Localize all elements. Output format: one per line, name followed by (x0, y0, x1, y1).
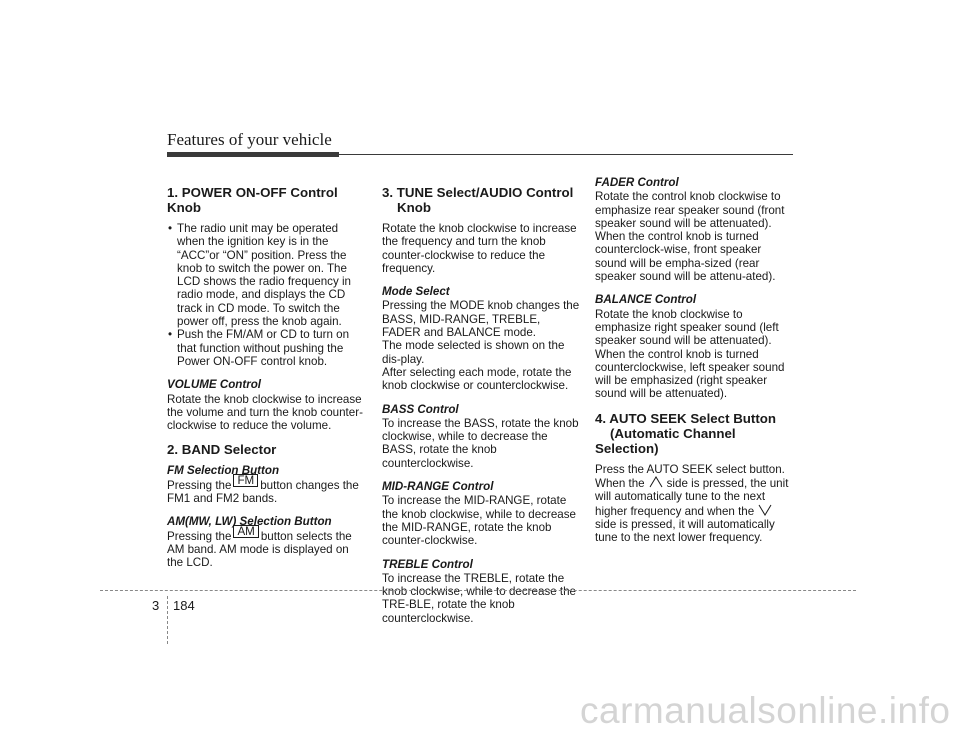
seek-up-icon (649, 476, 663, 488)
am-selection-text: Pressing the AM button selects the AM band. AM mode is displayed on the LCD. (167, 524, 352, 570)
fader-control-title: FADER Control (595, 176, 679, 189)
power-bullet-list (167, 222, 365, 368)
watermark: carmanualsonline.info (580, 690, 951, 731)
mode-select-text-1: Pressing the MODE knob changes the BASS, MID-RANGE, TREBLE, FADER and BALANCE mode. (382, 299, 580, 340)
volume-control-text: Rotate the knob clockwise to increase the volume and turn the knob counter-clockwise to reduce the volume. (167, 392, 363, 433)
column-1 (167, 176, 365, 570)
fm-button-label: FM (233, 474, 258, 487)
section-tune-title: 3. TUNE Select/AUDIO Control Knob (382, 185, 574, 215)
page-number: 184 (173, 598, 195, 613)
mid-range-control-text: To increase the MID-RANGE, rotate the knob clockwise, while to decrease the MID-RANGE, rotate the knob counter-clockwise. (382, 494, 576, 548)
fm-selection-text: Pressing the FM button changes the FM1 and FM2 bands. (167, 473, 359, 506)
header-rule-thin (339, 154, 793, 155)
section-power-title: 1. POWER ON-OFF Control Knob (167, 185, 338, 215)
chapter-number: 3 (152, 598, 160, 613)
balance-control-text: Rotate the knob clockwise to emphasize right speaker sound (left speaker sound will be attenuated). When the control knob is turned counterclockwise, left speaker sound will be emphasized (right speaker sound will be attenuated). (595, 307, 785, 401)
seek-down-icon (758, 504, 772, 516)
list-item: • Push the FM/AM or CD to turn on that function without pushing the Power ON-OFF control knob. (168, 328, 350, 368)
list-item: • The radio unit may be operated when the ignition key is in the “ACC”or “ON” position. Press the knob to switch the power on. The LCD shows the radio frequency in radio mode, and displays the CD track in CD mode. To switch the power off, press the knob again. (168, 222, 351, 329)
treble-control-title: TREBLE Control (382, 557, 473, 571)
auto-seek-text: Press the AUTO SEEK select button. When the side is pressed, the unit will automatically tune to the next higher frequency and when theside is pressed, it will automatically tune to the next lower frequency. (595, 462, 789, 545)
page-header-title: Features of your vehicle (167, 130, 332, 149)
section-band-title: 2. BAND Selector (167, 442, 277, 458)
bass-control-title: BASS Control (382, 402, 459, 416)
balance-control-title: BALANCE Control (595, 293, 697, 307)
column-3 (595, 176, 793, 545)
section-auto-seek-title: 4. AUTO SEEK Select Button (Automatic Channel Selection) (595, 410, 777, 456)
column-2 (382, 176, 580, 625)
mode-select-title: Mode Select (382, 285, 450, 299)
mid-range-control-title: MID-RANGE Control (382, 480, 494, 494)
tune-text: Rotate the knob clockwise to increase the frequency and turn the knob counter-clockwise to reduce the frequency. (382, 222, 577, 275)
header-rule-thick (167, 152, 339, 157)
footer-vertical-dashed-rule (167, 596, 168, 644)
fader-control-text: Rotate the control knob clockwise to emphasize rear speaker sound (front speaker sound will be attenuated). When the control knob is turned counterclock-wise, front speaker sound will be empha-sized (rear speaker sound will be attenu-ated). (595, 190, 785, 284)
am-button-label: AM (233, 525, 258, 538)
volume-control-title: VOLUME Control (167, 378, 262, 392)
treble-control-text: To increase the TREBLE, rotate the knob clockwise, while to decrease the TRE-BLE, rotate the knob counterclockwise. (382, 571, 576, 625)
footer-dashed-rule (100, 590, 856, 591)
mode-select-text-2: The mode selected is shown on the dis-play. (382, 339, 565, 366)
am-selection-title: AM(MW, LW) Selection Button (167, 515, 332, 529)
fm-selection-title: FM Selection Button (167, 464, 280, 478)
mode-select-text-3: After selecting each mode, rotate the knob clockwise or counterclockwise. (382, 365, 572, 393)
bass-control-text: To increase the BASS, rotate the knob clockwise, while to decrease the BASS, rotate the knob counterclockwise. (382, 416, 579, 470)
